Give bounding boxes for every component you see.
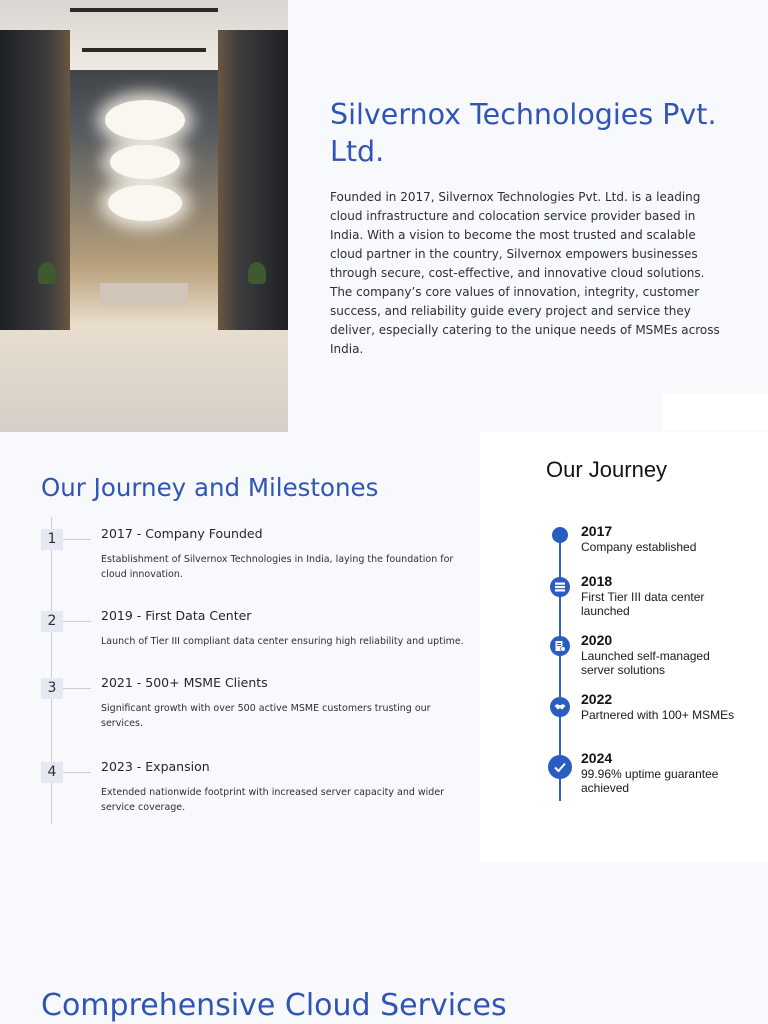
company-description: Founded in 2017, Silvernox Technologies Pvt. Ltd. is a leading cloud infrastructure and colocation service provider based in India. With a vision to become the most trusted and scalable cloud partner in the country, Silvernox empowers businesses through secure, cost-effective, and innovative cloud solutions. The company’s core values of innovation, integrity, customer success, and reliability guide every project and service they deliver, especially catering to the unique needs of MSMEs across India. (330, 190, 720, 356)
infographic-year: 2018 (581, 573, 613, 589)
infographic-text: Partnered with 100+ MSMEs (581, 708, 735, 722)
infographic-year: 2024 (581, 750, 613, 766)
services-heading: Comprehensive Cloud Services (41, 988, 507, 1023)
milestone-number: 1 (41, 529, 63, 550)
milestone-title: 2021 - 500+ MSME Clients (101, 675, 268, 690)
blank-block (662, 393, 768, 431)
milestone-description: Significant growth with over 500 active MSME customers trusting our services. (101, 703, 431, 729)
milestone-number: 3 (41, 678, 63, 699)
milestone-number: 4 (41, 762, 63, 783)
office-lobby-image (0, 0, 288, 432)
company-title: Silvernox Technologies Pvt. Ltd. (330, 98, 717, 168)
milestone-description: Extended nationwide footprint with increased server capacity and wider service coverage. (101, 787, 445, 813)
check-icon (548, 755, 572, 779)
infographic-text: First Tier III data center launched (581, 590, 705, 618)
milestone-title: 2019 - First Data Center (101, 608, 252, 623)
dot-icon (552, 527, 568, 543)
milestone-description: Launch of Tier III compliant data center ensuring high reliability and uptime. (101, 636, 464, 647)
milestone-description: Establishment of Silvernox Technologies in India, laying the foundation for cloud innovation. (101, 554, 454, 580)
journey-heading: Our Journey and Milestones (41, 473, 379, 502)
infographic-text: Company established (581, 540, 697, 554)
infographic-year: 2020 (581, 632, 613, 648)
server-icon (550, 577, 570, 597)
server-settings-icon (550, 636, 570, 656)
milestone-number: 2 (41, 611, 63, 632)
milestone-title: 2017 - Company Founded (101, 526, 263, 541)
infographic-year: 2022 (581, 691, 613, 707)
infographic-year: 2017 (581, 523, 613, 539)
milestone-title: 2023 - Expansion (101, 759, 210, 774)
journey-infographic (480, 432, 768, 862)
handshake-icon (550, 697, 570, 717)
infographic-title: Our Journey (546, 457, 668, 482)
infographic-text: 99.96% uptime guarantee achieved (581, 767, 719, 795)
infographic-text: Launched self-managed server solutions (581, 649, 710, 677)
